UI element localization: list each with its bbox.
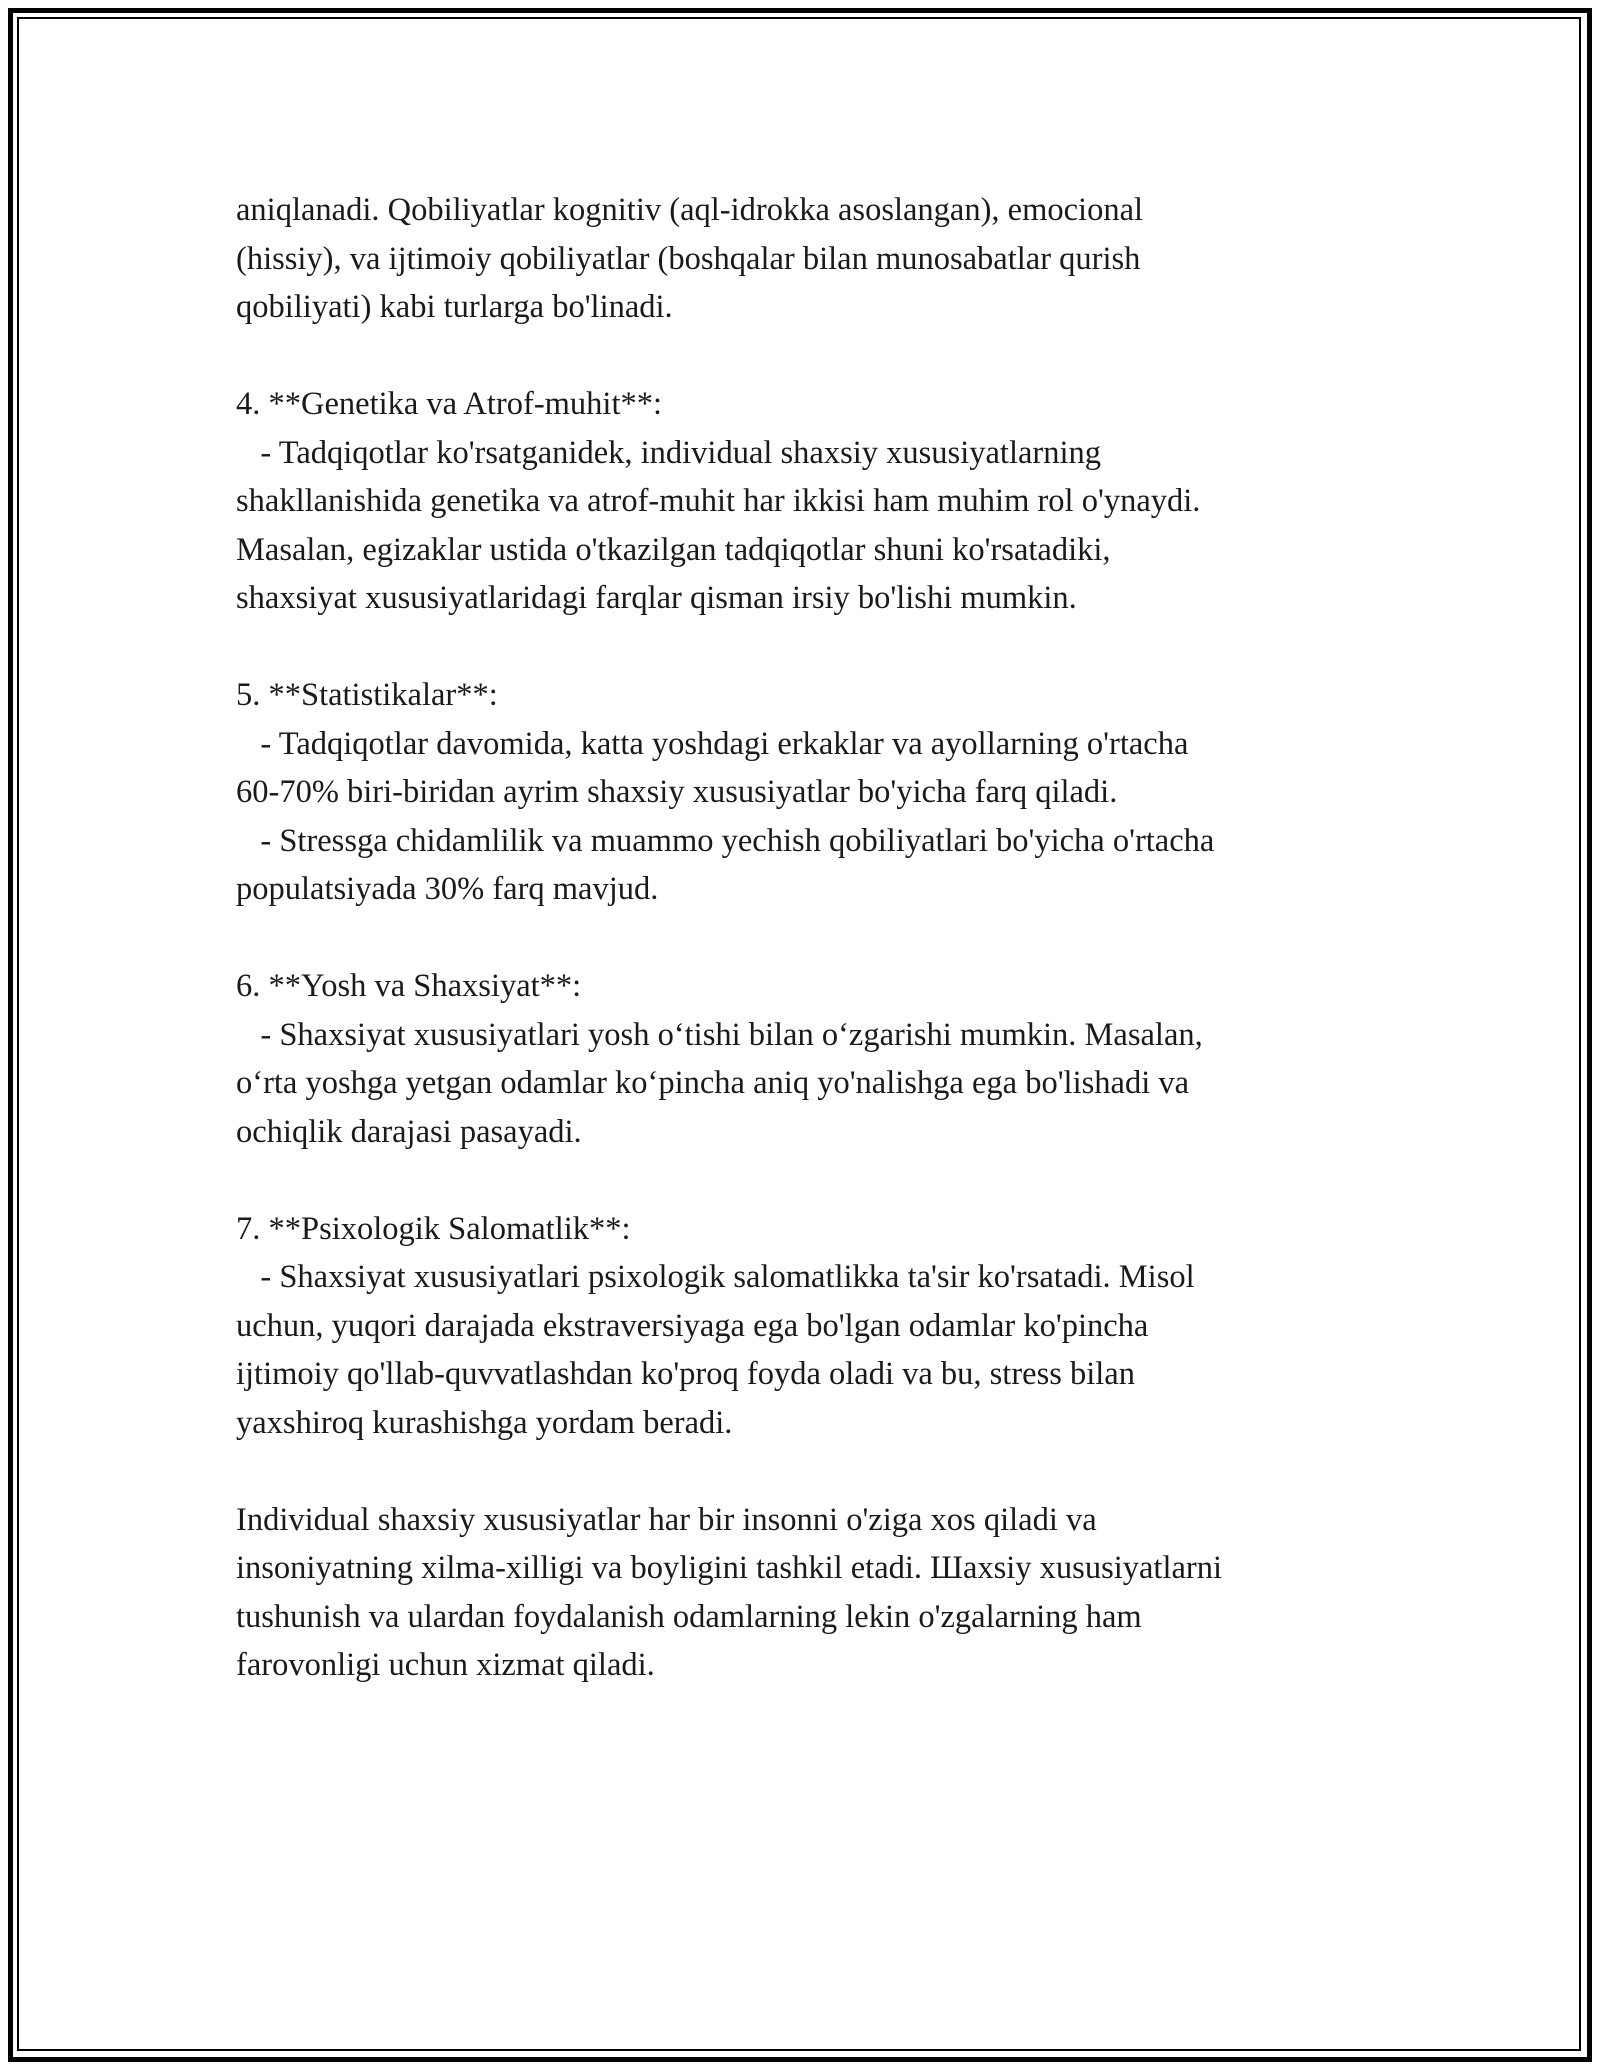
- text-line: ijtimoiy qo'llab-quvvatlashdan ko'proq foyda oladi va bu, stress bilan: [236, 1356, 1135, 1392]
- document-body: [236, 186, 1416, 1690]
- text-line: populatsiyada 30% farq mavjud.: [236, 871, 659, 907]
- section-psychological-health: [236, 1205, 1416, 1448]
- paragraph-continuation: [236, 186, 1416, 332]
- text-line: Individual shaxsiy xususiyatlar har bir insonni o'ziga xos qiladi va: [236, 1501, 1097, 1538]
- section-heading: 6. **Yosh va Shaxsiyat**:: [236, 968, 582, 1004]
- section-heading: 5. **Statistikalar**:: [236, 677, 498, 713]
- text-line: (hissiy), va ijtimoiy qobiliyatlar (boshqalar bilan munosabatlar qurish: [236, 240, 1141, 277]
- text-line: shakllanishida genetika va atrof-muhit har ikkisi ham muhim rol o'ynaydi.: [236, 483, 1201, 519]
- text-line: o‘rta yoshga yetgan odamlar ko‘pincha aniq yo'nalishga ega bo'lishadi va: [236, 1065, 1190, 1101]
- paragraph-gap: [236, 1447, 1416, 1496]
- paragraph-gap: [236, 914, 1416, 963]
- text-line: shaxsiyat xususiyatlaridagi farqlar qisman irsiy bo'lishi mumkin.: [236, 580, 1077, 616]
- paragraph-gap: [236, 623, 1416, 672]
- text-line: - Shaxsiyat xususiyatlari psixologik salomatlikka ta'sir ko'rsatadi. Misol: [236, 1259, 1195, 1295]
- text-line: - Tadqiqotlar ko'rsatganidek, individual shaxsiy xususiyatlarning: [236, 434, 1101, 471]
- text-line: yaxshiroq kurashishga yordam beradi.: [236, 1404, 733, 1441]
- section-statistics: [236, 671, 1416, 914]
- text-line: aniqlanadi. Qobiliyatlar kognitiv (aql-idrokka asoslangan), emocional: [236, 192, 1144, 228]
- text-line: qobiliyati) kabi turlarga bo'linadi.: [236, 289, 673, 325]
- conclusion-paragraph: [236, 1496, 1416, 1690]
- text-line: Masalan, egizaklar ustida o'tkazilgan tadqiqotlar shuni ko'rsatadiki,: [236, 531, 1111, 568]
- section-age-personality: [236, 962, 1416, 1156]
- text-line: - Stressga chidamlilik va muammo yechish qobiliyatlari bo'yicha o'rtacha: [236, 822, 1215, 859]
- section-genetics: [236, 380, 1416, 623]
- text-line: insoniyatning xilma-xilligi va boyligini tashkil etadi. Шaxsiy xususiyatlarni: [236, 1550, 1223, 1586]
- text-line: ochiqlik darajasi pasayadi.: [236, 1113, 582, 1150]
- paragraph-gap: [236, 1156, 1416, 1205]
- text-line: - Tadqiqotlar davomida, katta yoshdagi erkaklar va ayollarning o'rtacha: [236, 725, 1189, 762]
- text-line: uchun, yuqori darajada ekstraversiyaga ega bo'lgan odamlar ko'pincha: [236, 1307, 1149, 1344]
- section-heading: 7. **Psixologik Salomatlik**:: [236, 1210, 631, 1247]
- text-line: tushunish va ulardan foydalanish odamlarning lekin o'zgalarning ham: [236, 1598, 1142, 1635]
- text-line: farovonligi uchun xizmat qiladi.: [236, 1647, 655, 1683]
- text-line: 60-70% biri-biridan ayrim shaxsiy xususiyatlar bo'yicha farq qiladi.: [236, 774, 1118, 810]
- text-line: - Shaxsiyat xususiyatlari yosh o‘tishi bilan o‘zgarishi mumkin. Masalan,: [236, 1016, 1203, 1053]
- section-heading: 4. **Genetika va Atrof-muhit**:: [236, 386, 663, 422]
- paragraph-gap: [236, 332, 1416, 381]
